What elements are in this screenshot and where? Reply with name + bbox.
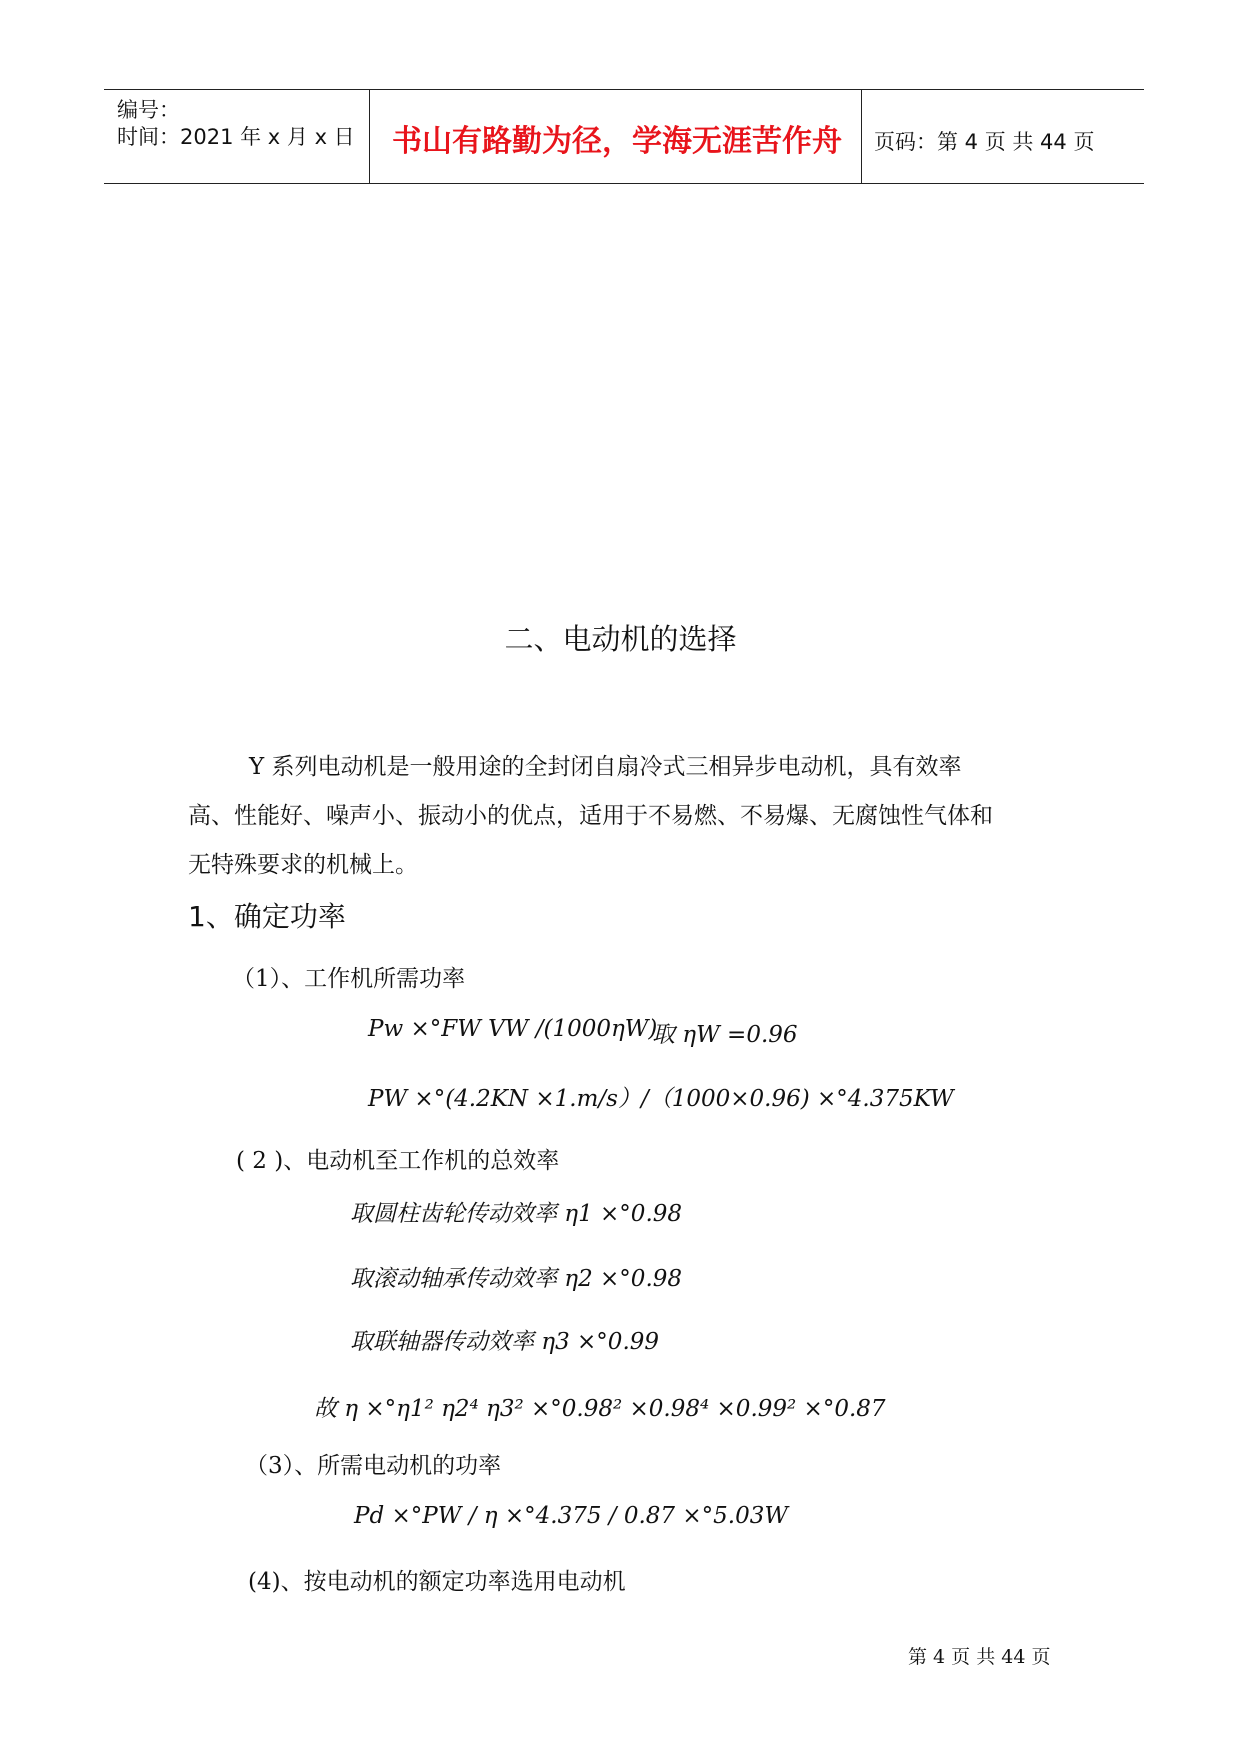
item-3-heading: （3）、所需电动机的功率 bbox=[245, 1453, 502, 1479]
formula-eta-w: 取 ηW =0.96 bbox=[652, 1022, 798, 1048]
document-number-label: 编号： bbox=[117, 98, 180, 122]
formula-pd: Pd ×°PW / η ×°4.375 / 0.87 ×°5.03W bbox=[354, 1503, 788, 1529]
header-bottom-rule bbox=[104, 183, 1144, 184]
section-title: 二、电动机的选择 bbox=[504, 622, 737, 656]
header-motto: 书山有路勤为径，学海无涯苦作舟 bbox=[392, 124, 842, 159]
header-divider-left bbox=[369, 90, 370, 183]
intro-line-1: Y 系列电动机是一般用途的全封闭自扇冷式三相异步电动机，具有效率 bbox=[249, 754, 962, 780]
intro-line-3: 无特殊要求的机械上。 bbox=[188, 852, 418, 878]
item-4-heading: (4)、按电动机的额定功率选用电动机 bbox=[248, 1569, 626, 1595]
page-footer: 第 4 页 共 44 页 bbox=[908, 1646, 1051, 1668]
header-top-rule bbox=[104, 89, 1144, 90]
formula-pw-calculation: PW ×°(4.2KN ×1.m/s）/（1000×0.96) ×°4.375KW bbox=[368, 1086, 954, 1112]
formula-eta-total: 故 η ×°η1² η2⁴ η3² ×°0.98² ×0.98⁴ ×0.99² ×°0.87 bbox=[314, 1396, 886, 1422]
item-2-heading: ( 2 )、电动机至工作机的总效率 bbox=[236, 1148, 560, 1174]
document-time-label: 时间：2021 年 x 月 x 日 bbox=[117, 125, 355, 149]
formula-eta-3: 取联轴器传动效率 η3 ×°0.99 bbox=[350, 1329, 660, 1355]
header-page-label: 页码：第 4 页 共 44 页 bbox=[874, 130, 1095, 154]
formula-eta-1: 取圆柱齿轮传动效率 η1 ×°0.98 bbox=[350, 1201, 683, 1227]
formula-pw-definition: Pw ×°FW VW /(1000ηW) bbox=[368, 1016, 658, 1042]
intro-line-2: 高、性能好、噪声小、振动小的优点，适用于不易燃、不易爆、无腐蚀性气体和 bbox=[188, 803, 993, 829]
item-1-heading: （1）、工作机所需功率 bbox=[232, 966, 466, 992]
subsection-heading: 1、确定功率 bbox=[188, 900, 346, 933]
formula-eta-2: 取滚动轴承传动效率 η2 ×°0.98 bbox=[350, 1266, 683, 1292]
